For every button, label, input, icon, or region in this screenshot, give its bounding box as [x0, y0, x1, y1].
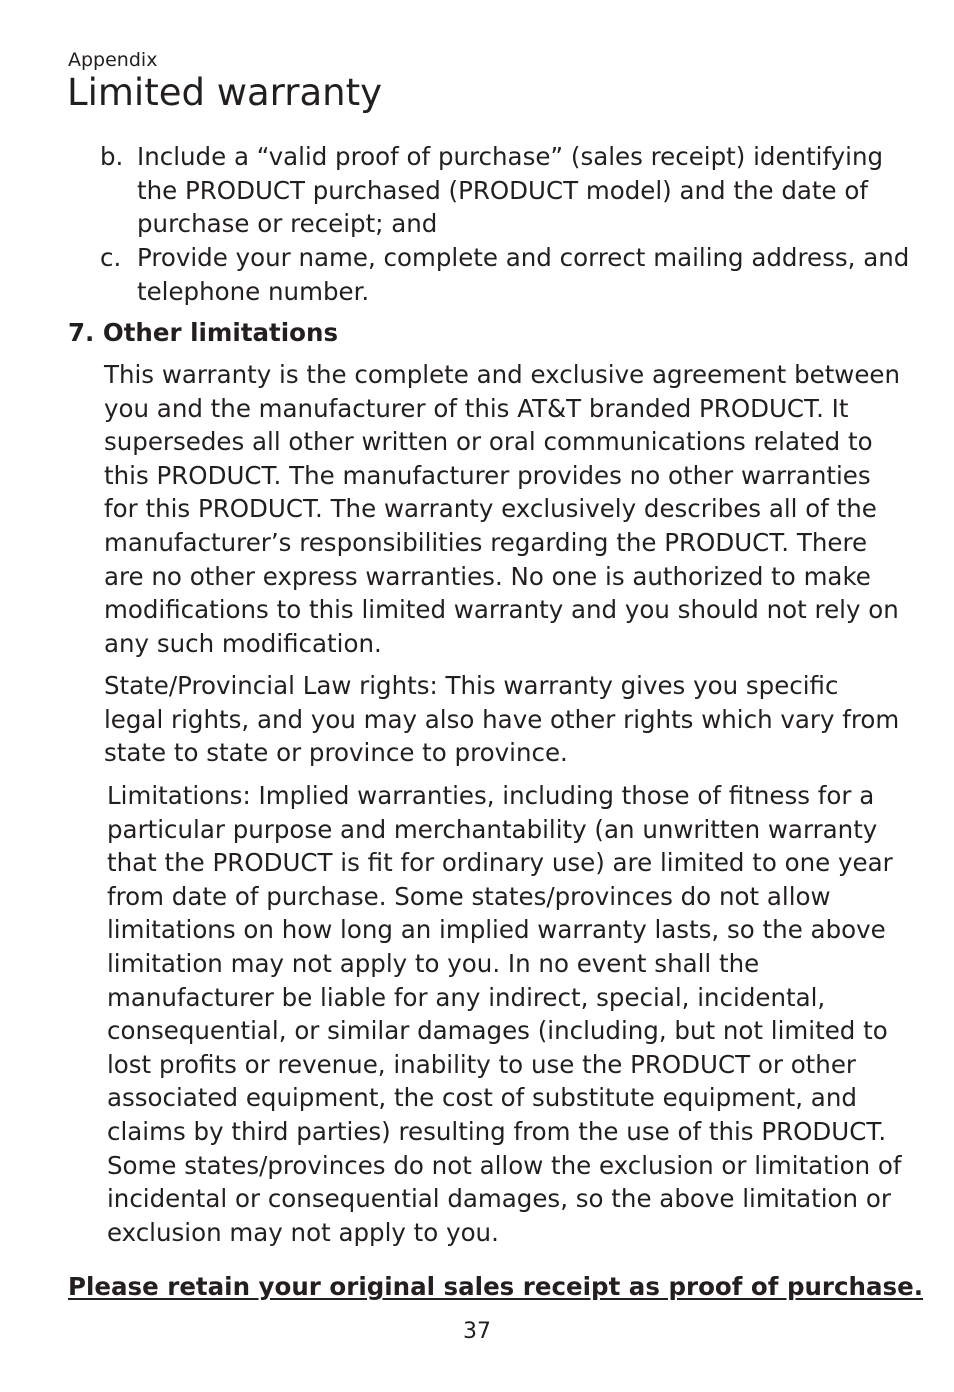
retain-receipt-note: Please retain your original sales receipt as proof of purchase.: [68, 1272, 924, 1301]
section-label: Appendix: [68, 49, 158, 71]
list-item: [100, 140, 920, 241]
list-item-text: Include a “valid proof of purchase” (sales receipt) identifying the PRODUCT purchased (PRODUCT model) and the date of purchase or receipt; and: [137, 142, 884, 238]
list-item-marker: c.: [100, 243, 122, 272]
page-title: Limited warranty: [67, 71, 382, 114]
list-item-text: Provide your name, complete and correct mailing address, and telephone number.: [137, 243, 910, 306]
paragraph-exclusive-agreement: This warranty is the complete and exclusive agreement between you and the manufacturer of this AT&T branded PRODUCT. It supersedes all other written or oral communications related to this PRODUCT. The manufacturer provides no other warranties for this PRODUCT. The warranty exclusively describes all of the manufacturer’s responsibilities regarding the PRODUCT. There are no other express warranties. No one is authorized to make modifications to this limited warranty and you should not rely on any such modification.: [104, 360, 901, 658]
page-number: 37: [463, 1319, 491, 1344]
section-heading-other-limitations: 7. Other limitations: [68, 318, 339, 347]
list-item-marker: b.: [100, 142, 124, 171]
paragraph-law-rights: State/Provincial Law rights: This warranty gives you specific legal rights, and you may also have other rights which vary from state to state or province to province.: [104, 671, 900, 768]
paragraph-limitations: Limitations: Implied warranties, including those of fitness for a particular purpose and merchantability (an unwritten warranty that the PRODUCT is fit for ordinary use) are limited to one year from date of purchase. Some states/provinces do not allow limitations on how long an implied warranty lasts, so the above limitation may not apply to you. In no event shall the manufacturer be liable for any indirect, special, incidental, consequential, or similar damages (including, but not limited to lost profits or revenue, inability to use the PRODUCT or other associated equipment, the cost of substitute equipment, and claims by third parties) resulting from the use of this PRODUCT. Some states/provinces do not allow the exclusion or limitation of incidental or consequential damages, so the above limitation or exclusion may not apply to you.: [107, 781, 902, 1247]
list-item: [100, 241, 920, 308]
